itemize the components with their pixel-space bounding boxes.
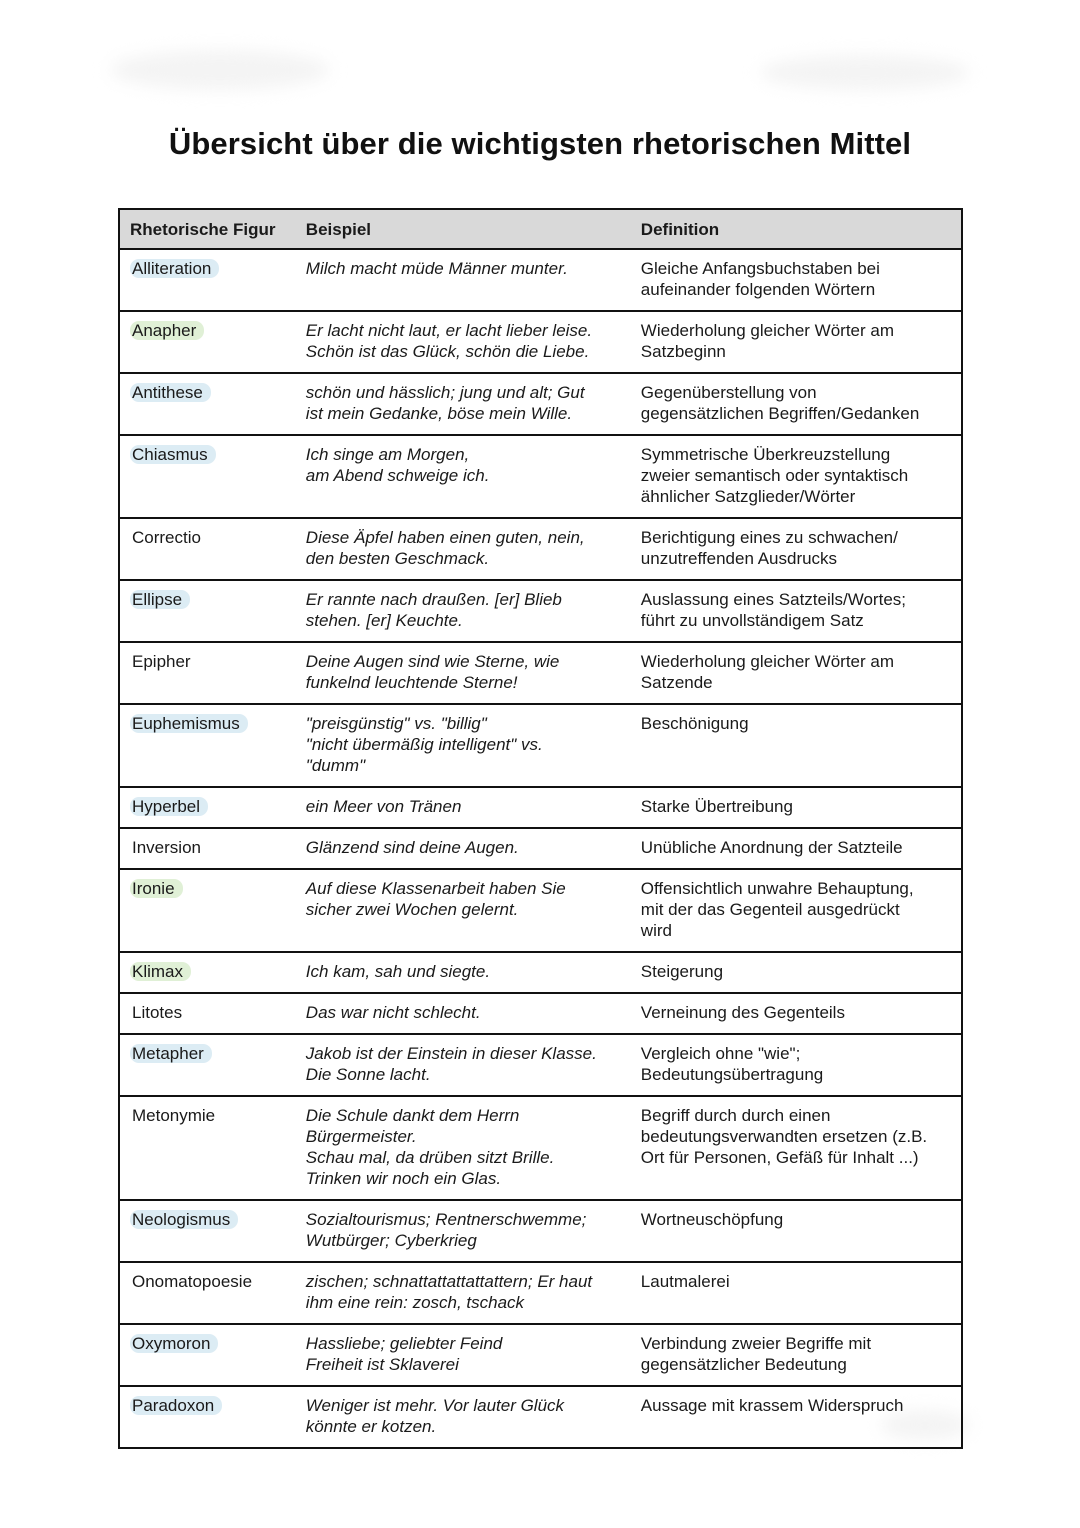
figure-cell — [119, 869, 296, 952]
definition-line: Wortneuschöpfung — [640, 1210, 784, 1229]
example-line: Hassliebe; geliebter Feind — [305, 1334, 503, 1353]
figure-cell — [119, 311, 296, 373]
figure-name: Neologismus — [130, 1210, 238, 1229]
example-line: Glänzend sind deine Augen. — [305, 838, 519, 857]
example-line: Auf diese Klassenarbeit haben Sie — [305, 879, 566, 898]
example-line: Schön ist das Glück, schön die Liebe. — [305, 342, 590, 361]
table-row — [119, 1096, 962, 1200]
example-line: "nicht übermäßig intelligent" vs. — [305, 735, 543, 754]
example-line: ist mein Gedanke, böse mein Wille. — [305, 404, 573, 423]
example-cell — [296, 869, 631, 952]
figure-cell — [119, 1200, 296, 1262]
scan-smudge — [110, 50, 330, 90]
definition-line: ähnlicher Satzglieder/Wörter — [640, 487, 856, 506]
definition-line: Ort für Personen, Gefäß für Inhalt ...) — [640, 1148, 919, 1167]
page-title: Übersicht über die wichtigsten rhetorischen Mittel — [168, 126, 912, 161]
example-cell — [296, 518, 631, 580]
definition-line: Wiederholung gleicher Wörter am — [640, 652, 895, 671]
example-line: ihm eine rein: zosch, tschack — [305, 1293, 525, 1312]
definition-line: Gleiche Anfangsbuchstaben bei — [640, 259, 880, 278]
example-line: zischen; schnattattattattattern; Er haut — [305, 1272, 593, 1291]
example-line: sicher zwei Wochen gelernt. — [305, 900, 519, 919]
figure-name: Ellipse — [130, 590, 190, 609]
example-line: Ich kam, sah und siegte. — [305, 962, 491, 981]
figure-cell — [119, 518, 296, 580]
example-cell — [296, 1034, 631, 1096]
definition-cell — [631, 1324, 962, 1386]
example-cell — [296, 828, 631, 869]
example-line: funkelnd leuchtende Sterne! — [305, 673, 518, 692]
example-line: Bürgermeister. — [305, 1127, 417, 1146]
figure-cell — [119, 1262, 296, 1324]
figure-name: Chiasmus — [130, 445, 216, 464]
figure-name: Euphemismus — [130, 714, 248, 733]
example-cell — [296, 1386, 631, 1448]
table-row — [119, 787, 962, 828]
example-line: schön und hässlich; jung und alt; Gut — [305, 383, 585, 402]
figure-name: Litotes — [132, 1003, 183, 1022]
table-row — [119, 1262, 962, 1324]
figure-cell — [119, 642, 296, 704]
definition-cell — [631, 580, 962, 642]
table-body — [119, 249, 962, 1448]
figure-cell — [119, 580, 296, 642]
table-row — [119, 249, 962, 311]
figure-name: Hyperbel — [130, 797, 208, 816]
definition-cell — [631, 642, 962, 704]
table-row — [119, 518, 962, 580]
figure-cell — [119, 435, 296, 518]
definition-line: aufeinander folgenden Wörtern — [640, 280, 876, 299]
figure-name: Inversion — [132, 838, 201, 857]
figure-cell — [119, 1386, 296, 1448]
table-row — [119, 1386, 962, 1448]
example-cell — [296, 993, 631, 1034]
table-row — [119, 828, 962, 869]
example-line: Die Schule dankt dem Herrn — [305, 1106, 520, 1125]
example-line: Die Sonne lacht. — [305, 1065, 431, 1084]
figure-cell — [119, 373, 296, 435]
example-line: Wutbürger; Cyberkrieg — [305, 1231, 477, 1250]
example-line: am Abend schweige ich. — [305, 466, 490, 485]
figure-name: Paradoxon — [130, 1396, 222, 1415]
table-row — [119, 993, 962, 1034]
figure-name: Metonymie — [132, 1106, 216, 1125]
definition-line: Begriff durch durch einen — [640, 1106, 831, 1125]
figure-cell — [119, 1096, 296, 1200]
example-line: Trinken wir noch ein Glas. — [305, 1169, 502, 1188]
example-cell — [296, 1096, 631, 1200]
example-line: Das war nicht schlecht. — [305, 1003, 481, 1022]
definition-line: Satzbeginn — [640, 342, 726, 361]
rhetoric-table — [118, 208, 963, 1449]
table-row — [119, 704, 962, 787]
definition-line: Verneinung des Gegenteils — [640, 1003, 845, 1022]
example-cell — [296, 787, 631, 828]
definition-cell — [631, 311, 962, 373]
example-line: Deine Augen sind wie Sterne, wie — [305, 652, 560, 671]
example-line: Weniger ist mehr. Vor lauter Glück — [305, 1396, 565, 1415]
definition-cell — [631, 1200, 962, 1262]
definition-line: Offensichtlich unwahre Behauptung, — [640, 879, 914, 898]
example-line: Er rannte nach draußen. [er] Blieb — [305, 590, 562, 609]
example-cell — [296, 311, 631, 373]
table-row — [119, 580, 962, 642]
header-definition: Definition — [631, 209, 962, 249]
definition-cell — [631, 828, 962, 869]
figure-name: Onomatopoesie — [132, 1272, 253, 1291]
example-line: "preisgünstig" vs. "billig" — [305, 714, 487, 733]
definition-line: Bedeutungsübertragung — [640, 1065, 824, 1084]
example-line: Freiheit ist Sklaverei — [305, 1355, 459, 1374]
definition-line: Steigerung — [640, 962, 724, 981]
definition-cell — [631, 1386, 962, 1448]
definition-line: Symmetrische Überkreuzstellung — [640, 445, 891, 464]
definition-cell — [631, 518, 962, 580]
figure-name: Oxymoron — [130, 1334, 218, 1353]
definition-line: Vergleich ohne "wie"; — [640, 1044, 801, 1063]
definition-line: Gegenüberstellung von — [640, 383, 817, 402]
definition-cell — [631, 373, 962, 435]
definition-cell — [631, 704, 962, 787]
definition-cell — [631, 952, 962, 993]
definition-cell — [631, 1096, 962, 1200]
definition-line: führt zu unvollständigem Satz — [640, 611, 864, 630]
definition-line: gegensätzlicher Bedeutung — [640, 1355, 847, 1374]
definition-cell — [631, 249, 962, 311]
definition-line: bedeutungsverwandten ersetzen (z.B. — [640, 1127, 928, 1146]
definition-line: Auslassung eines Satzteils/Wortes; — [640, 590, 906, 609]
table-row — [119, 1324, 962, 1386]
definition-cell — [631, 435, 962, 518]
example-cell — [296, 1324, 631, 1386]
example-line: Ich singe am Morgen, — [305, 445, 470, 464]
example-cell — [296, 1200, 631, 1262]
example-line: ein Meer von Tränen — [305, 797, 462, 816]
example-cell — [296, 952, 631, 993]
figure-cell — [119, 1324, 296, 1386]
figure-name: Ironie — [130, 879, 183, 898]
figure-name: Antithese — [130, 383, 211, 402]
definition-line: unzutreffenden Ausdrucks — [640, 549, 838, 568]
definition-cell — [631, 993, 962, 1034]
definition-line: Beschönigung — [640, 714, 749, 733]
table-row — [119, 869, 962, 952]
example-cell — [296, 580, 631, 642]
definition-cell — [631, 869, 962, 952]
header-figure: Rhetorische Figur — [119, 209, 296, 249]
example-line: Milch macht müde Männer munter. — [305, 259, 568, 278]
figure-cell — [119, 1034, 296, 1096]
example-line: Schau mal, da drüben sitzt Brille. — [305, 1148, 555, 1167]
definition-line: mit der das Gegenteil ausgedrückt — [640, 900, 900, 919]
example-line: Er lacht nicht laut, er lacht lieber leise. — [305, 321, 593, 340]
definition-line: Aussage mit krassem Widerspruch — [640, 1396, 904, 1415]
figure-cell — [119, 952, 296, 993]
table-row — [119, 373, 962, 435]
definition-cell — [631, 1034, 962, 1096]
scan-smudge — [760, 55, 970, 90]
example-line: Sozialtourismus; Rentnerschwemme; — [305, 1210, 587, 1229]
figure-name: Klimax — [130, 962, 191, 981]
example-cell — [296, 435, 631, 518]
definition-cell — [631, 1262, 962, 1324]
figure-cell — [119, 249, 296, 311]
table-row — [119, 642, 962, 704]
figure-cell — [119, 704, 296, 787]
definition-cell — [631, 787, 962, 828]
definition-line: wird — [640, 921, 672, 940]
definition-line: Satzende — [640, 673, 713, 692]
table-row — [119, 952, 962, 993]
example-line: den besten Geschmack. — [305, 549, 490, 568]
example-line: könnte er kotzen. — [305, 1417, 437, 1436]
definition-line: Berichtigung eines zu schwachen/ — [640, 528, 898, 547]
figure-name: Correctio — [132, 528, 201, 547]
figure-name: Metapher — [130, 1044, 212, 1063]
figure-cell — [119, 993, 296, 1034]
table-row — [119, 1034, 962, 1096]
table-row — [119, 1200, 962, 1262]
example-cell — [296, 373, 631, 435]
definition-line: zweier semantisch oder syntaktisch — [640, 466, 909, 485]
definition-line: gegensätzlichen Begriffen/Gedanken — [640, 404, 920, 423]
definition-line: Wiederholung gleicher Wörter am — [640, 321, 895, 340]
table-row — [119, 311, 962, 373]
example-line: Jakob ist der Einstein in dieser Klasse. — [305, 1044, 597, 1063]
table-row — [119, 435, 962, 518]
example-cell — [296, 249, 631, 311]
example-cell — [296, 704, 631, 787]
figure-name: Anapher — [130, 321, 204, 340]
example-cell — [296, 1262, 631, 1324]
definition-line: Unübliche Anordnung der Satzteile — [640, 838, 903, 857]
header-example: Beispiel — [296, 209, 631, 249]
definition-line: Starke Übertreibung — [640, 797, 793, 816]
figure-cell — [119, 828, 296, 869]
definition-line: Verbindung zweier Begriffe mit — [640, 1334, 872, 1353]
example-line: Diese Äpfel haben einen guten, nein, — [305, 528, 585, 547]
definition-line: Lautmalerei — [640, 1272, 730, 1291]
example-line: stehen. [er] Keuchte. — [305, 611, 463, 630]
example-cell — [296, 642, 631, 704]
figure-cell — [119, 787, 296, 828]
figure-name: Epipher — [132, 652, 191, 671]
table-header-row — [119, 209, 962, 249]
figure-name: Alliteration — [130, 259, 219, 278]
example-line: "dumm" — [305, 756, 366, 775]
